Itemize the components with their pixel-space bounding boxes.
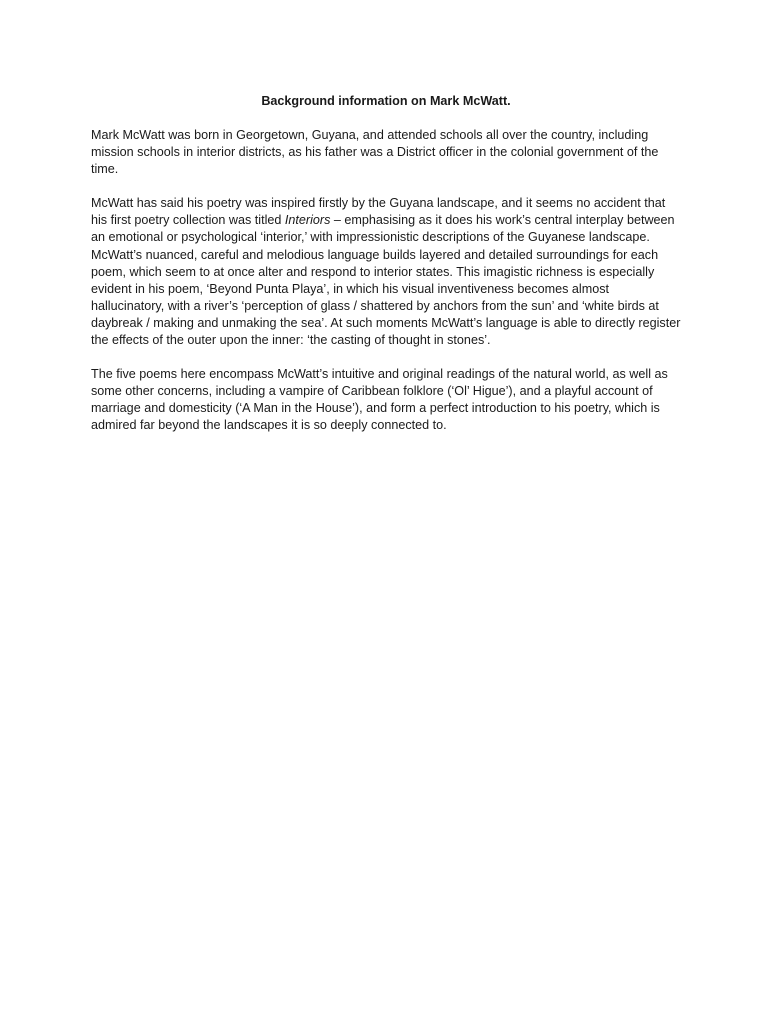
paragraph-text-before-italic: McWatt has said his poetry was inspired firstly by the Guyana landscape, and it seems no accident that his first poetry collection was titled (91, 196, 666, 228)
paragraph-poetry-inspiration (91, 195, 681, 349)
collection-title-interiors: Interiors (284, 213, 331, 228)
paragraph-text-after-italic: – emphasising as it does his work’s central interplay between an emotional or psychological ‘interior,’ with impressionistic descriptions of the Guyanese landscape. McWatt’s nuanced, careful and melodious language builds layered and detailed surroundings for each poem, which seem to at once alter and respond to interior states. This imagistic richness is especially evident in his poem, ‘Beyond Punta Playa’, in which his visual inventiveness becomes almost hallucinatory, with a river’s ‘perception of glass / shattered by anchors from the sun’ and ‘white birds at daybreak / making and unmaking the sea’. At such moments McWatt’s language is able to directly register the effects of the outer upon the inner: ‘the casting of thought in stones’. (91, 213, 681, 348)
document-body (91, 93, 681, 452)
paragraph-birth: Mark McWatt was born in Georgetown, Guyana, and attended schools all over the country, including mission schools in interior districts, as his father was a District officer in the colonial government of the time. (91, 128, 659, 177)
paragraph-five-poems: The five poems here encompass McWatt’s intuitive and original readings of the natural world, as well as some other concerns, including a vampire of Caribbean folklore (‘Ol’ Higue’), and a playful account of marriage and domesticity (‘A Man in the House’), and form a perfect introduction to his poetry, which is admired far beyond the landscapes it is so deeply connected to. (91, 367, 668, 433)
document-title: Background information on Mark McWatt. (261, 94, 511, 108)
